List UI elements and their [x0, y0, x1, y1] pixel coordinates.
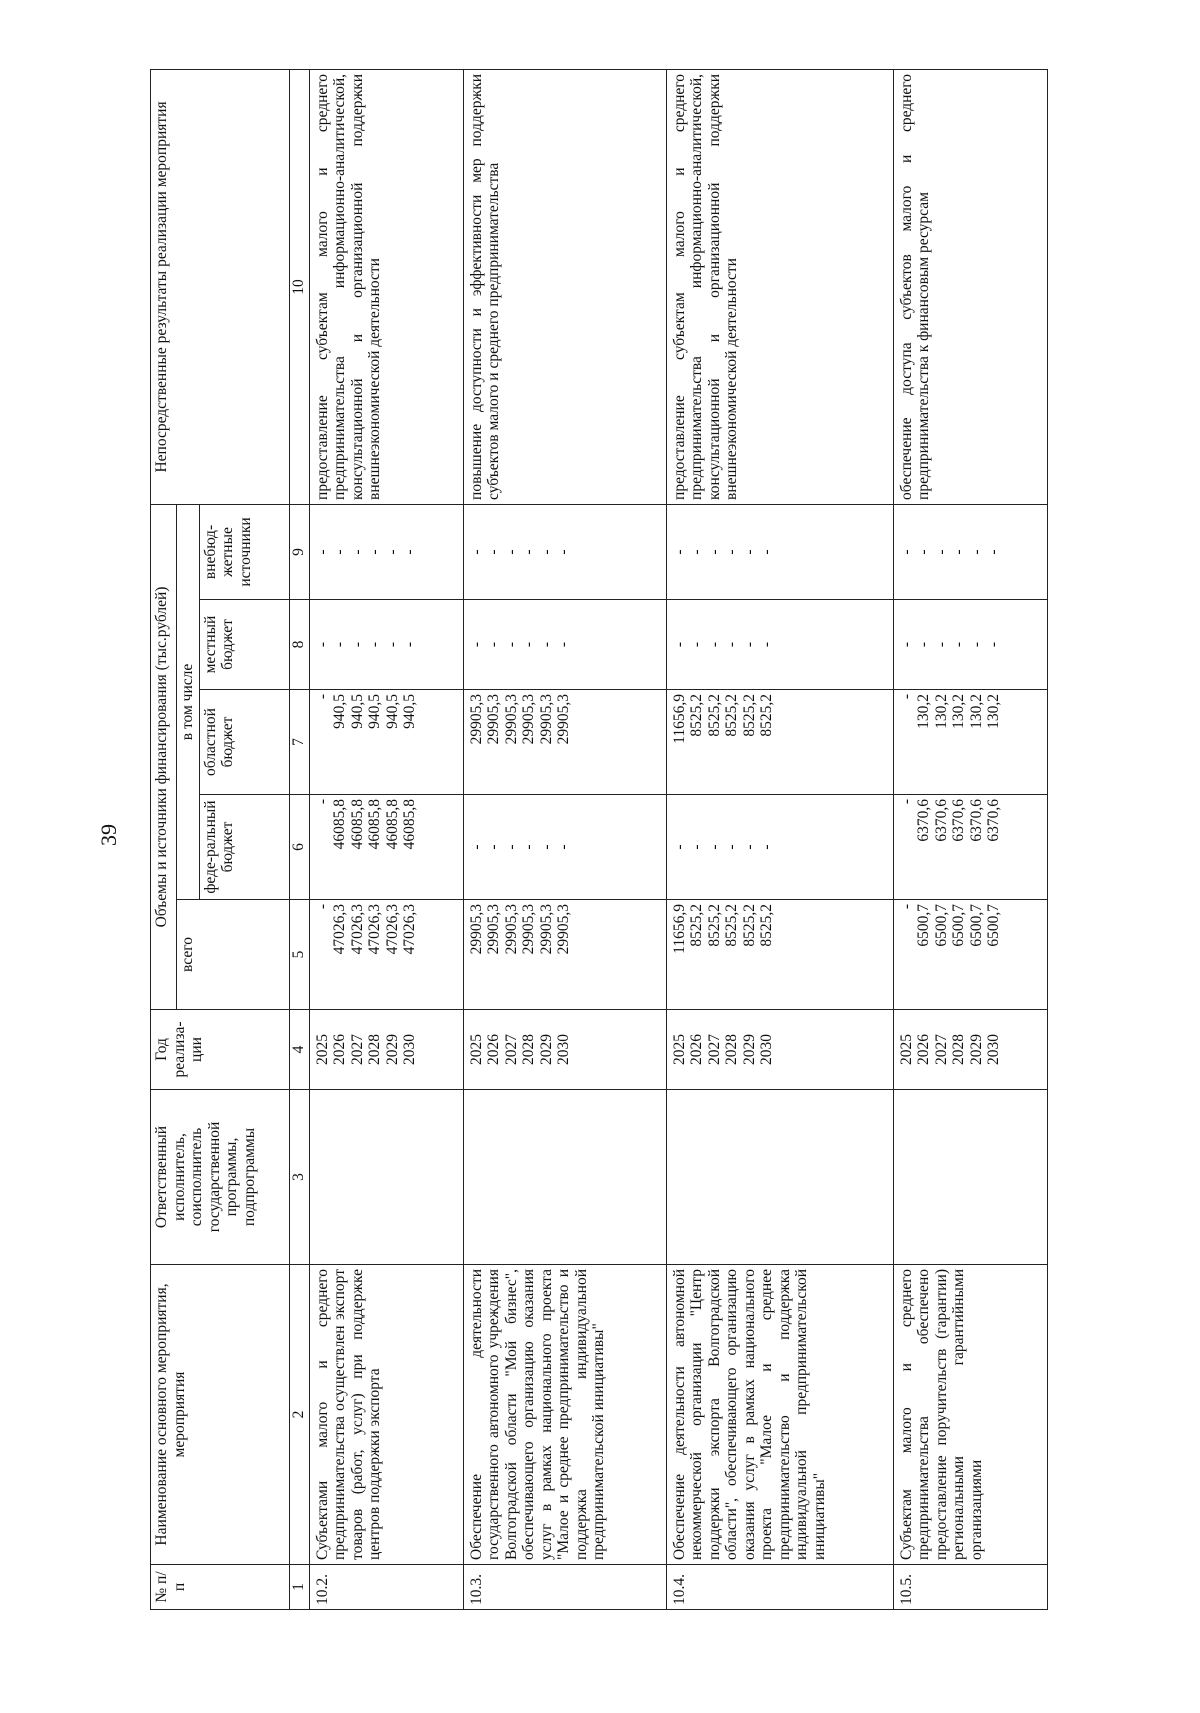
header-including: в том числе [177, 504, 200, 899]
table-row [666, 69, 893, 1609]
activity-result: предоставление субъектам малого и среднего предпринимательства информационно-аналитической, консультационной и организационной поддержки внешнеэкономической деятельности [309, 69, 463, 504]
total-amount: 11656,9 8525,2 8525,2 8525,2 8525,2 8525,2 [666, 900, 893, 1010]
program-activities-table [150, 69, 1048, 1610]
local-amount: - - - - - - [463, 600, 666, 690]
column-number: 2 [289, 1265, 309, 1565]
activity-result: предоставление субъектам малого и среднего предпринимательства информационно-аналитической, консультационной и организационной поддержки внешнеэкономической деятельности [666, 69, 893, 504]
regional-amount: - 130,2 130,2 130,2 130,2 130,2 [893, 690, 1047, 795]
federal-amount: - - - - - - [666, 795, 893, 900]
header-regional: областной бюджет [199, 690, 289, 795]
regional-amount: 29905,3 29905,3 29905,3 29905,3 29905,3 29905,3 [463, 690, 666, 795]
federal-amount: - 46085,8 46085,8 46085,8 46085,8 46085,8 [309, 795, 463, 900]
local-amount: - - - - - - [309, 600, 463, 690]
activity-name: Обеспечение деятельности автономной некоммерческой организации "Центр поддержки экспорта Волгоградской области", обеспечивающего организацию оказания услуг в рамках национального проекта "Малое и среднее предпринимательство и поддержка индивидуальной предпринимательской инициативы" [666, 1265, 893, 1565]
table-row [309, 69, 463, 1609]
page-number: 39 [96, 824, 121, 846]
column-number: 10 [289, 69, 309, 504]
executor [309, 1090, 463, 1265]
header-offbudget: внебюд-жетные источники [199, 504, 289, 599]
row-number: 10.4. [666, 1565, 893, 1610]
header-local: местный бюджет [199, 600, 289, 690]
total-amount: - 6500,7 6500,7 6500,7 6500,7 6500,7 [893, 900, 1047, 1010]
column-number: 3 [289, 1090, 309, 1265]
header-year: Год реализа-ции [151, 1010, 290, 1090]
executor [463, 1090, 666, 1265]
offbudget-amount: - - - - - - [463, 504, 666, 599]
years: 2025 2026 2027 2028 2029 2030 [666, 1010, 893, 1090]
column-number: 8 [289, 600, 309, 690]
table-row [463, 69, 666, 1609]
row-number: 10.5. [893, 1565, 1047, 1610]
executor [666, 1090, 893, 1265]
table-row [893, 69, 1047, 1609]
header-number: № п/п [151, 1565, 290, 1610]
rotated-table-container [150, 70, 1048, 1610]
column-number: 7 [289, 690, 309, 795]
row-number: 10.3. [463, 1565, 666, 1610]
regional-amount: - 940,5 940,5 940,5 940,5 940,5 [309, 690, 463, 795]
column-number-row [289, 69, 309, 1609]
activity-name: Субъектами малого и среднего предпринимательства осуществлен экспорт товаров (работ, услуг) при поддержке центров поддержки экспорта [309, 1265, 463, 1565]
header-total: всего [177, 900, 290, 1010]
header-federal: феде-ральный бюджет [199, 795, 289, 900]
years: 2025 2026 2027 2028 2029 2030 [893, 1010, 1047, 1090]
header-funding: Объемы и источники финансирования (тыс.рублей) [151, 504, 177, 1009]
column-number: 1 [289, 1565, 309, 1610]
total-amount: 29905,3 29905,3 29905,3 29905,3 29905,3 29905,3 [463, 900, 666, 1010]
local-amount: - - - - - - [893, 600, 1047, 690]
activity-result: обеспечение доступа субъектов малого и среднего предпринимательства к финансовым ресурсам [893, 69, 1047, 504]
header-results: Непосредственные результаты реализации мероприятия [151, 69, 290, 504]
local-amount: - - - - - - [666, 600, 893, 690]
column-number: 5 [289, 900, 309, 1010]
column-number: 6 [289, 795, 309, 900]
offbudget-amount: - - - - - - [309, 504, 463, 599]
years: 2025 2026 2027 2028 2029 2030 [309, 1010, 463, 1090]
row-number: 10.2. [309, 1565, 463, 1610]
header-row-1 [151, 69, 177, 1609]
offbudget-amount: - - - - - - [893, 504, 1047, 599]
years: 2025 2026 2027 2028 2029 2030 [463, 1010, 666, 1090]
activity-name: Обеспечение деятельности государственного автономного учреждения Волгоградской области "Мой бизнес", обеспечивающего организацию оказания услуг в рамках национального проекта "Малое и среднее предпринимательство и поддержка индивидуальной предпринимательской инициативы" [463, 1265, 666, 1565]
header-name: Наименование основного мероприятия, мероприятия [151, 1265, 290, 1565]
activity-name: Субъектам малого и среднего предпринимательства обеспечено предоставление поручительств (гарантии) региональными гарантийными организациями [893, 1265, 1047, 1565]
regional-amount: 11656,9 8525,2 8525,2 8525,2 8525,2 8525,2 [666, 690, 893, 795]
header-executor: Ответственный исполнитель, соисполнитель государственной программы, подпрограммы [151, 1090, 290, 1265]
offbudget-amount: - - - - - - [666, 504, 893, 599]
column-number: 4 [289, 1010, 309, 1090]
total-amount: - 47026,3 47026,3 47026,3 47026,3 47026,3 [309, 900, 463, 1010]
federal-amount: - - - - - - [463, 795, 666, 900]
column-number: 9 [289, 504, 309, 599]
activity-result: повышение доступности и эффективности мер поддержки субъектов малого и среднего предпринимательства [463, 69, 666, 504]
federal-amount: - 6370,6 6370,6 6370,6 6370,6 6370,6 [893, 795, 1047, 900]
executor [893, 1090, 1047, 1265]
